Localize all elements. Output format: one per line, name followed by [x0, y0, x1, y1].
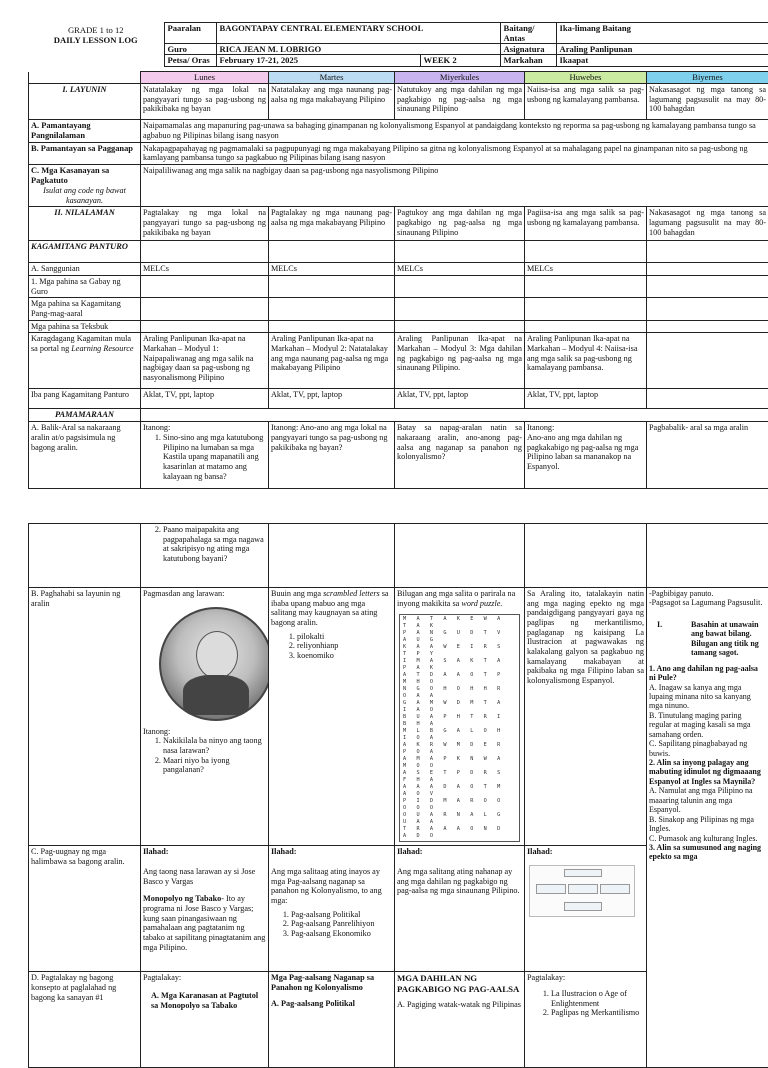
petsa-value: February 17-21, 2025	[216, 55, 420, 66]
list-item: 3. koenomiko	[297, 651, 392, 661]
balik-aral-lunes-list	[143, 433, 266, 481]
list-item: 1. Nakikilala ba ninyo ang taong nasa larawan?	[163, 736, 266, 755]
pamantayang-pangnilalaman-text: Naipamamalas ang mapanuring pag-unawa sa bahaging ginampanan ng kolonyalismong Espanyol at pandaigdang konteksto ng reporma sa pag-usbong ng kamalayang pambansa tungo sa agbabuo ng Pilipinas bilang isang nasyon	[141, 120, 768, 143]
list-item: 2. Paglipas ng Merkantilismo	[551, 1008, 644, 1018]
pamamaraan-label: PAMAMARAAN	[29, 409, 141, 422]
pag-uugnay-martes: Ang mga salitaag ating inayos ay mga Pag-aalsang naganap sa panahon ng Kolonyalismo, to ang mga:	[271, 867, 392, 906]
petsa-label: Petsa/ Oras	[164, 55, 216, 66]
karagdagang-huwebes: Araling Panlipunan Ika-apat na Markahan – Modyul 4: Naiisa-isa ang mga salik sa pag-usbong ng kamalayang pambansa.	[525, 333, 647, 389]
quiz-q2-option: C. Pumasok ang kulturang Ingles.	[649, 834, 766, 843]
day-header-lunes: Lunes	[141, 72, 269, 84]
quiz-q1-option: A. Inagaw sa kanya ang mga lupaing minana nito sa kanyang mga ninuno.	[649, 683, 766, 711]
iba-pang-kagamitan-miyerkules: Aklat, TV, ppt, laptop	[395, 389, 525, 409]
pagtalakay-lunes-heading: A. Mga Karanasan at Pagtutol sa Monopolyo sa Tabako	[143, 991, 266, 1010]
teksbuk-label: Mga pahina sa Teksbuk	[29, 320, 141, 333]
puzzle-row: I M A S A K T A P A K	[403, 658, 516, 672]
puzzle-row: A A A D A O T M A O V	[403, 784, 516, 798]
asignatura-value: Araling Panlipunan	[556, 44, 768, 55]
pamantayan-sa-pagganap-text: Nakapagpapahayag ng pagmamalaki sa pagpupunyagi ng mga makabayang Pilipino sa gitna ng kolonyalismong Espanyol at sa mahalagang papel na ginampanan nito sa pag-usbong ng kamlayang pambansa tungo sa pagkabuo ng Pilipinas bilang isang nasyon	[141, 142, 768, 164]
list-item: 2. Paano maipapakita ang pagpapahalaga sa mga nagawa at sakripisyo ng ating mga katutubong bayani?	[163, 525, 266, 564]
ilahad-label: Ilahad:	[527, 847, 644, 857]
gabay-guro-label: 1. Mga pahina sa Gabay ng Guro	[29, 275, 141, 297]
sanggunian-martes: MELCs	[269, 263, 395, 276]
markahan-value: Ikaapat	[556, 55, 768, 66]
puzzle-row: M A T A K E W A T A K	[403, 616, 516, 630]
quiz-q1-option: B. Tinutulang maging paring regular at maging kasali sa mga samahang orden.	[649, 711, 766, 739]
paghahabi-miyerkules: Bilugan ang mga salita o parirala na inyong makikita sa word puzzle.	[397, 589, 522, 608]
list-item: 2. Pag-aalsang Panrelihiyon	[291, 919, 392, 929]
asignatura-label: Asignatura	[500, 44, 556, 55]
nilalaman-label: II. NILALAMAN	[29, 207, 141, 241]
baitang-value: Ika-limang Baitang	[556, 23, 768, 44]
puzzle-row: G A M W D M T A I A O	[403, 700, 516, 714]
kasanayan-label: C. Mga Kasanayan sa Pagkatuto	[31, 166, 138, 186]
sanggunian-miyerkules: MELCs	[395, 263, 525, 276]
list-item: 1. Sino-sino ang mga katutubong Pilipino na lumaban sa mga Kastila upang mapanatili ang kasarinlan at matamo ang kalayaan ng bansa?	[163, 433, 266, 481]
pagtalakay-miyer-heading: MGA DAHILAN NG PAGKABIGO NG PAG-AALSA	[397, 973, 522, 994]
pagtalakay-huwebes-intro: Pagtalakay:	[527, 973, 644, 983]
balik-aral-lunes-list-cont	[143, 525, 266, 564]
puzzle-row: T R A A A O N D A D O	[403, 826, 516, 840]
paghahabi-martes: Buuin ang mga scrambled letters sa ibaba upang mabuo ang mga salitang may kaugnayan sa ating bagong aralin.	[271, 589, 392, 628]
puzzle-row: A K R W M D E R P O A	[403, 742, 516, 756]
paghahabi-lunes-intro: Pagmasdan ang larawan:	[143, 589, 266, 599]
portrait-image	[159, 607, 269, 721]
sanggunian-biyernes	[647, 263, 768, 276]
kasanayan-sublabel: Isulat ang code ng bawat kasanayan.	[31, 186, 138, 205]
ilahad-label: Ilahad:	[271, 847, 392, 857]
school-name: BAGONTAPAY CENTRAL ELEMENTARY SCHOOL	[216, 23, 500, 44]
ilahad-label: Ilahad:	[397, 847, 522, 857]
list-item: 2. Maari niyo ba iyong pangalanan?	[163, 756, 266, 775]
pagtalakay-martes-heading: Mga Pag-aalsang Naganap sa Panahon ng Kolonyalismo	[271, 973, 392, 992]
layunin-huwebes: Naiisa-isa ang mga salik sa pag-usbong ng kamalayang pambansa.	[525, 84, 647, 120]
kagamitang-mag-aaral-label: Mga pahina sa Kagamitang Pang-mag-aaral	[29, 298, 141, 320]
paghahabi-huwebes: Sa Araling ito, tatalakayin natin ang mga naging epekto ng mga pandaigdigang pangyayari gaya ng paglipas ng merkantilismo, paglaganap ng kaisipang La Ilustracion at pagwawakas ng kalakalang galyon sa pagkabuo ng kamalayang makabayan at pakibaka ng mga Filipino laban sa kolonyalismong Espanyol.	[525, 588, 647, 846]
nilalaman-lunes: Pagtalakay ng mga lokal na pangyayari tungo sa pag-usbong ng pakikibaka ng bayan	[141, 207, 269, 241]
balik-aral-martes: Itanong: Ano-ano ang mga lokal na pangyayari tungo sa pag-usbong ng pakikibaka ng bayan?	[269, 422, 395, 489]
balik-aral-lunes-intro: Itanong:	[143, 423, 266, 433]
quiz-q2-option: A. Namulat ang mga Pilipino na maaaring talunin ang mga Espanyol.	[649, 786, 766, 814]
puzzle-row: N G O H O H H R O A A	[403, 686, 516, 700]
week-label: WEEK 2	[420, 55, 500, 66]
puzzle-row: P A N G U D T V A U G	[403, 630, 516, 644]
puzzle-row: A S E T P D R S F H A	[403, 770, 516, 784]
balik-aral-huwebes: Ano-ano ang mga dahilan ng pagkakabigo ng pag-aalsa ng mga Pilipino laban sa mananakop na Espanyol.	[527, 433, 644, 472]
kagamitang-panturo-label: KAGAMITANG PANTURO	[29, 241, 141, 263]
quiz-question-3: 3. Alin sa sumusunod ang naging epekto sa mga	[649, 843, 766, 862]
markahan-label: Markahan	[500, 55, 556, 66]
lesson-table-continued	[28, 523, 768, 1068]
list-item: 1. La Ilustracion o Age of Enlightenment	[551, 989, 644, 1008]
paghahabi-lunes-q-intro: Itanong:	[143, 727, 266, 737]
layunin-martes: Natatalakay ang mga naunang pag-aalsa ng mga makabayang Pilipino	[269, 84, 395, 120]
iba-pang-kagamitan-lunes: Aklat, TV, ppt, laptop	[141, 389, 269, 409]
kasanayan-text: Naipaliliwanag ang mga salik na nagbigay daan sa pag-usbong nga nasyolismong Pilipino	[141, 165, 768, 207]
list-item: 1. Pag-aalsang Politikal	[291, 910, 392, 920]
word-puzzle	[399, 614, 520, 842]
balik-aral-huwebes-intro: Itanong:	[527, 423, 644, 433]
ilahad-label: Ilahad:	[143, 847, 266, 857]
iba-pang-kagamitan-huwebes: Aklat, TV, ppt, laptop	[525, 389, 647, 409]
day-header-martes: Martes	[269, 72, 395, 84]
puzzle-row: A M A P K N W A M O O	[403, 756, 516, 770]
layunin-biyernes: Nakasasagot ng mga tanong sa lagumang pagsusulit na may 80-100 bahagdan	[647, 84, 768, 120]
karagdagang-miyerkules: Araling Panlipunan Ika-apat na Markahan – Modyul 3: Mga dahilan ng pagkabigo ng pag-aalsa ng mga sinaunang Pilipino.	[395, 333, 525, 389]
nilalaman-biyernes: Nakasasagot ng mga tanong sa lagumang pagsusulit na may 80-100 bahagdan	[647, 207, 768, 241]
pag-uugnay-lunes-a: Ang taong nasa larawan ay si Jose Basco y Vargas	[143, 867, 266, 886]
pagtalakay-martes-sub: A. Pag-aalsang Politikal	[271, 999, 392, 1009]
quiz-instruction: I. Basahin at unawain ang bawat bilang. Bilugan ang titik ng tamang sagot.	[649, 620, 766, 658]
balik-aral-label: A. Balik-Aral sa nakaraang aralin at/o pagsisimula ng bagong aralin.	[29, 422, 141, 489]
nilalaman-martes: Pagtalakay ng mga naunang pag-aalsa ng mga makabayang Pilipino	[269, 207, 395, 241]
list-item: 2. reliyonhianp	[297, 641, 392, 651]
grade-label: GRADE 1 to 12	[31, 25, 161, 35]
nilalaman-huwebes: Pagiisa-isa ang mga salik sa pag-usbong ng kamalayang pambansa.	[525, 207, 647, 241]
day-header-biyernes: Biyernes	[647, 72, 768, 84]
quiz-question-1: 1. Ano ang dahilan ng pag-aalsa ni Pule?	[649, 664, 766, 683]
iba-pang-kagamitan-martes: Aklat, TV, ppt, laptop	[269, 389, 395, 409]
pagtalakay-intro: Pagtalakay:	[143, 973, 266, 983]
pag-uugnay-label: C. Pag-uugnay ng mga halimbawa sa bagong aralin.	[29, 846, 141, 972]
list-item: 1. pilokalti	[297, 632, 392, 642]
day-header-miyerkules: Miyerkules	[395, 72, 525, 84]
header-table	[28, 22, 768, 67]
nilalaman-miyerkules: Pagtukoy ang mga dahilan ng mga pagkabigo ng pag-aalsa ng mga sinaunang Pilipino	[395, 207, 525, 241]
paghahabi-label: B. Paghahabi sa layunin ng aralin	[29, 588, 141, 846]
layunin-lunes: Natatalakay ng mga lokal na pangyayari tungo sa pag-usbong ng pakikibaka ng bayan	[141, 84, 269, 120]
doc-type-label: DAILY LESSON LOG	[31, 35, 161, 45]
list-item: 3. Pag-aalsang Ekonomiko	[291, 929, 392, 939]
sanggunian-label: A. Sanggunian	[29, 263, 141, 276]
pag-uugnay-lunes-b: Monopolyo ng Tabako- Ito ay programa ni Jose Basco y Vargas; kung saan pinangasiwaan ng pamahalaan ang pagtatanim ng tabako at sapilitang pinagtatanim ang mga Pilipino.	[143, 894, 266, 952]
puzzle-row: K A A W E I R S T P Y	[403, 644, 516, 658]
iba-pang-kagamitan-label: Iba pang Kagamitang Panturo	[29, 389, 141, 409]
karagdagang-label: Karagdagang Kagamitan mula sa portal ng Learning Resource	[29, 333, 141, 389]
pagtalakay-label: D. Pagtalakay ng bagong konsepto at paglalahad ng bagong ka sanayan #1	[29, 972, 141, 1068]
lesson-table	[28, 71, 768, 489]
paaralan-label: Paaralan	[164, 23, 216, 44]
concept-diagram	[529, 865, 635, 917]
balik-aral-biyernes: Pagbabalik- aral sa mga aralin	[647, 422, 768, 489]
pagtalakay-huwebes-list	[527, 989, 644, 1018]
quiz-q1-option: C. Sapilitang pinagbabayad ng buwis.	[649, 739, 766, 758]
sanggunian-huwebes: MELCs	[525, 263, 647, 276]
puzzle-row: O U A R N A L G U A A	[403, 812, 516, 826]
baitang-label: Baitang/ Antas	[500, 23, 556, 44]
iba-pang-kagamitan-biyernes	[647, 389, 768, 409]
karagdagang-lunes: Araling Panlipunan Ika-apat na Markahan – Modyul 1: Naipapaliwanag ang mga salik na nagbigay daan sa pag-usbong ng nasyonalismong Pilipino	[141, 333, 269, 389]
karagdagang-martes: Araling Panlipunan Ika-apat na Markahan – Modyul 2: Natatalakay ang mga naunang pag-aalsa ng mga makabayang Pilipino	[269, 333, 395, 389]
sanggunian-lunes: MELCs	[141, 263, 269, 276]
puzzle-row: M L B G A L O H I O A	[403, 728, 516, 742]
puzzle-row: P I D M A R O O O O O	[403, 798, 516, 812]
quiz-q2-option: B. Sinakop ang Pilipinas ng mga Ingles.	[649, 815, 766, 834]
pamantayan-sa-pagganap-label: B. Pamantayan sa Pagganap	[29, 142, 141, 164]
pag-uugnay-miyerkules: Ang mga salitang ating nahanap ay ang mga dahilan ng pagkabigo ng pag-aalsa ng mga sinaunang Pilipino.	[397, 867, 522, 896]
karagdagang-biyernes	[647, 333, 768, 389]
guro-label: Guro	[164, 44, 216, 55]
day-header-huwebes: Huwebes	[525, 72, 647, 84]
scrambled-words	[271, 632, 392, 661]
quiz-question-2: 2. Alin sa inyong palagay ang mabuting idinulot ng digmaaang Espanyol at Ingles sa Maynila?	[649, 758, 766, 786]
balik-aral-miyerkules: Batay sa napag-aralan natin sa nakaraang aralin, ano-anong pag-aalsa ang naganap sa panahon ng kolonyalismo?	[395, 422, 525, 489]
paghahabi-biyernes-a: -Pagbibigay panuto.	[649, 589, 766, 598]
pagtalakay-miyer-sub: A. Pagiging watak-watak ng Pilipinas	[397, 1000, 522, 1010]
layunin-miyerkules: Natutukoy ang mga dahilan ng mga pagkabigo ng pag-aalsa ng mga sinaunang Pilipino	[395, 84, 525, 120]
paghahabi-lunes-questions	[143, 736, 266, 775]
pamantayang-pangnilalaman-label: A. Pamantayang Pangnilalaman	[29, 120, 141, 143]
puzzle-row: A T D A A O T P M H O	[403, 672, 516, 686]
teacher-name: RICA JEAN M. LOBRIGO	[216, 44, 500, 55]
pag-aalsa-list	[271, 910, 392, 939]
puzzle-row: B U A P H T R I B H A	[403, 714, 516, 728]
paghahabi-biyernes-b: -Pagsagot sa Lagumang Pagsusulit.	[649, 598, 766, 607]
layunin-label: I. LAYUNIN	[29, 84, 141, 120]
